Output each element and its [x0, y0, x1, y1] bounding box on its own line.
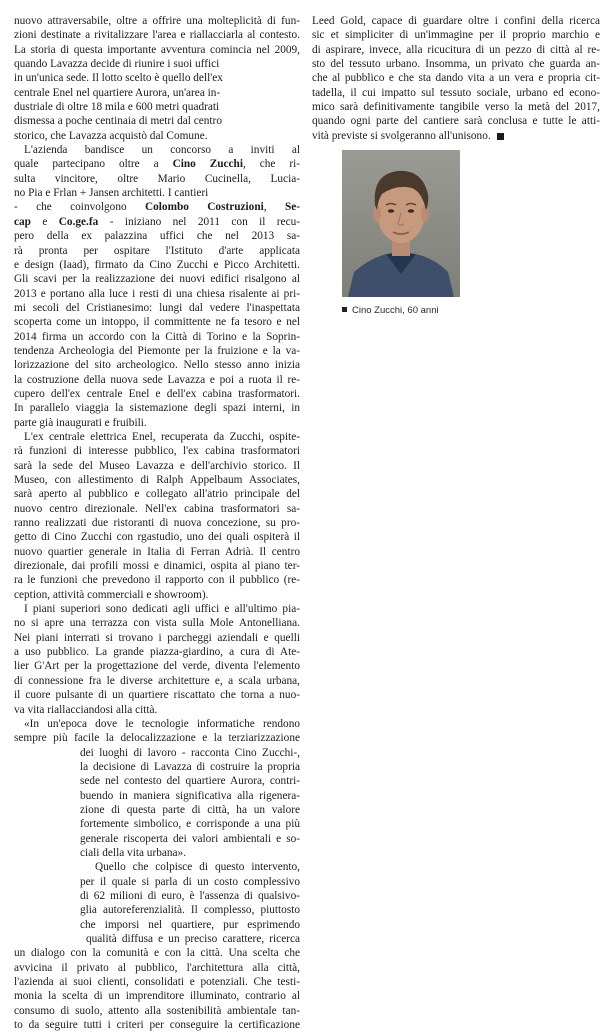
article-line: sede nel contesto del quartiere Aurora, contri- [80, 775, 300, 788]
article-line: I piani superiori sono dedicati agli uffici e all'ultimo pia- [24, 603, 300, 616]
article-line: mi secoli del Cristianesimo: lungi dal vedere l'inaspettata [14, 301, 300, 314]
article-left-column [14, 14, 300, 1032]
article-right-column [312, 14, 600, 143]
end-of-article-icon [497, 133, 504, 140]
article-line: sarà la sede del Museo Lavazza e dell'archivio storico. Il [14, 459, 300, 472]
article-line: di aspirare, invece, alla ricucitura di un pezzo di città al re- [312, 43, 600, 56]
article-line: storico, che Lavazza acquistò dal Comune. [14, 129, 208, 142]
photo-caption-text: Cino Zucchi, 60 anni [352, 305, 439, 316]
article-line: nuovo quartier generale in Italia di Ferran Adrià. Il centro [14, 545, 300, 558]
article-line: cap e Co.ge.fa - iniziano nel 2011 con il recu- [14, 215, 300, 228]
article-line: 2013 e portano alla luce i resti di una chiesa risalente ai pri- [14, 287, 300, 300]
article-line: centrale Enel nel quartiere Aurora, un'area in- [14, 86, 221, 99]
bold-name: cap [14, 215, 31, 228]
article-line: rà pronta per ospitare l'Istituto d'arte applicata [14, 244, 300, 257]
article-line: di 62 milioni di euro, è l'assenza di qualsivo- [80, 889, 300, 902]
article-line: sulta vincitore, oltre Mario Cucinella, Lucia- [14, 172, 300, 185]
article-line: che imporsi nel quartiere, pur esprimendo [80, 918, 300, 931]
article-line: no Pia e Frlan + Jansen architetti. I cantieri [14, 187, 209, 200]
article-line: quando ogni parte del cantiere sarà conclusa e tutte le atti- [312, 115, 600, 128]
article-line: Gli scavi per la realizzazione dei nuovi edifici risalgono al [14, 273, 300, 286]
article-line: Leed Gold, capace di guardare oltre i confini della ricerca [312, 15, 600, 27]
bold-name: Se- [284, 201, 301, 214]
article-line: glia autoreferenzialità. Il complesso, piuttosto [80, 904, 300, 917]
article-line: tadella, il cui impatto sul tessuto sociale, urbano ed econo- [312, 86, 600, 99]
article-line: sarà aperto al pubblico e collegato all'atrio principale del [14, 488, 300, 501]
article-line: Museo, con allestimento di Ralph Appelbaum Associates, [14, 474, 300, 486]
article-line: In parallelo viaggia la sistemazione degli spazi interni, in [14, 402, 300, 415]
article-line: ciali della vita urbana». [80, 846, 187, 859]
article-line: sic et simpliciter di un'immagine per il proprio marchio e [312, 29, 600, 42]
article-line: che al pubblico e che sta dando vita a un vera e propria cit- [312, 72, 600, 85]
article-line: la decisione di Lavazza di costruire la propria [80, 760, 300, 773]
article-line: «In un'epoca dove le tecnologie informatiche rendono [24, 717, 300, 730]
portrait-image [342, 150, 460, 297]
article-line: 2014 firma un accordo con la Città di Torino e la Soprin- [14, 330, 300, 343]
article-line: vità previste si svolgeranno all'unisono. [312, 129, 600, 143]
article-line: rà funzioni di interesse pubblico, l'ex cabina trasformatori [14, 445, 300, 458]
article-line: zione di questa parte di città, ha un valore [80, 803, 300, 816]
article-line: un dialogo con la comunità e con la città. Una scelta che [14, 947, 300, 960]
article-line: consumo di suolo, attento alla sostenibilità ambientale tan- [14, 1004, 300, 1017]
article-line: in un'unica sede. Il lotto scelto è quello dell'ex [14, 72, 223, 85]
article-line: nuovo centro direzionale. Nell'ex cabina trasformatori sa- [14, 502, 300, 515]
article-line: avvicina il privato al pubblico, l'architettura alla città, [14, 961, 300, 974]
article-line: - che coinvolgono Colombo Costruzioni, Se- [14, 201, 301, 214]
article-line: dismessa a poche centinaia di metri dal centro [14, 115, 222, 128]
article-line: il cuore pulsante di un quartiere riscattato che torna a nuo- [14, 689, 300, 702]
article-line: per il quale si parla di un costo complessivo [80, 875, 300, 888]
article-line: fortemente simbolico, e corrisponde a una più [80, 818, 300, 831]
article-line: di connessione fra le diverse architetture e, a scala urbana, [14, 674, 300, 687]
bold-name: Co.ge.fa [58, 215, 99, 228]
article-line: La storia di questa importante avventura comincia nel 2009, [14, 43, 300, 56]
article-line: ranno realizzati due ristoranti di nuova concezione, su pro- [14, 517, 300, 530]
article-line: pero della ex palazzina uffici che nel 2013 sa- [14, 230, 300, 243]
bold-name: Cino Zucchi [172, 158, 243, 171]
portrait-photo [342, 150, 460, 297]
article-line: sto del tessuto urbano. Insomma, un privato che guarda an- [312, 58, 600, 71]
article-line: monia la scelta di un imprenditore illuminato, contrario al [14, 990, 300, 1003]
article-line: scoperta come un intoppo, il committente ne fa tesoro e nel [14, 316, 300, 329]
article-line: la costruzione della nuova sede Lavazza e poi a ruota il re- [14, 373, 300, 386]
article-line: Nei piani interrati si trovano i parcheggi aziendali e quelli [14, 631, 300, 644]
article-line: no si apre una terrazza con vista sulla Mole Antonelliana. [14, 617, 300, 630]
article-line: to da seguire tutti i criteri per conseguire la certificazione [14, 1019, 300, 1032]
article-line: getto di Cino Zucchi con rgastudio, uno dei quali ospiterà il [14, 531, 300, 544]
article-line: a uso pubblico. La grande piazza-giardino, a cura di Ate- [14, 646, 300, 659]
article-line: ception, attività commerciali e showroom). [14, 588, 209, 601]
photo-caption [342, 305, 439, 316]
article-line: qualità diffusa e un preciso carattere, ricerca [86, 933, 300, 945]
article-line: l'azienda ai suoi clienti, consolidati e potenziali. Che testi- [14, 976, 300, 989]
article-line: tendenza Archeologia del Piemonte per la fruizione e la va- [14, 344, 300, 357]
article-line: sempre più facile la delocalizzazione e la terziarizzazione [14, 732, 300, 745]
article-line: L'ex centrale elettrica Enel, recuperata da Zucchi, ospite- [24, 430, 300, 443]
article-line: quale partecipano oltre a Cino Zucchi, che ri- [14, 158, 300, 171]
article-line: Quello che colpisce di questo intervento, [95, 861, 300, 874]
bold-name: Colombo Costruzioni [144, 201, 264, 214]
article-line: mico sarà definitivamente tangibile verso la metà del 2017, [312, 101, 600, 114]
article-line: va vita riallacciandosi alla città. [14, 703, 158, 716]
article-line: dei luoghi di lavoro - racconta Cino Zucchi-, [80, 746, 300, 759]
article-line: direzionale, dai profili mossi e dinamici, ospita al piano ter- [14, 560, 300, 573]
article-line: parte già inaugurati e fruibili. [14, 416, 147, 429]
article-line: zioni destinate a rivitalizzare l'area e riallacciarla al contesto. [14, 29, 300, 42]
article-line: cupero dell'ex centrale Enel e dell'ex cabina trasformatori. [14, 387, 300, 400]
article-line: L'azienda bandisce un concorso a inviti al [24, 144, 300, 157]
caption-bullet-icon [342, 307, 347, 312]
article-line: buendo in maniera significativa alla rigenera- [80, 789, 300, 802]
article-line: e design (Iaad), firmato da Cino Zucchi e Picco Architetti. [14, 258, 300, 271]
article-line: generale riscoperta dei valori ambientali e so- [80, 832, 300, 845]
article-line: lier G'Art per la progettazione del verde, diventa l'elemento [14, 660, 300, 673]
article-line: ra le funzioni che prevedono il rapporto con il pubblico (re- [14, 574, 300, 587]
article-line: quando Lavazza decide di riunire i suoi uffici [14, 58, 220, 71]
article-line: nuovo attraversabile, oltre a offrire una molteplicità di fun- [14, 15, 300, 27]
article-line: lorizzazione del sito archeologico. Nello stesso anno inizia [14, 359, 300, 372]
article-line: dustriale di oltre 18 mila e 600 metri quadrati [14, 101, 220, 114]
